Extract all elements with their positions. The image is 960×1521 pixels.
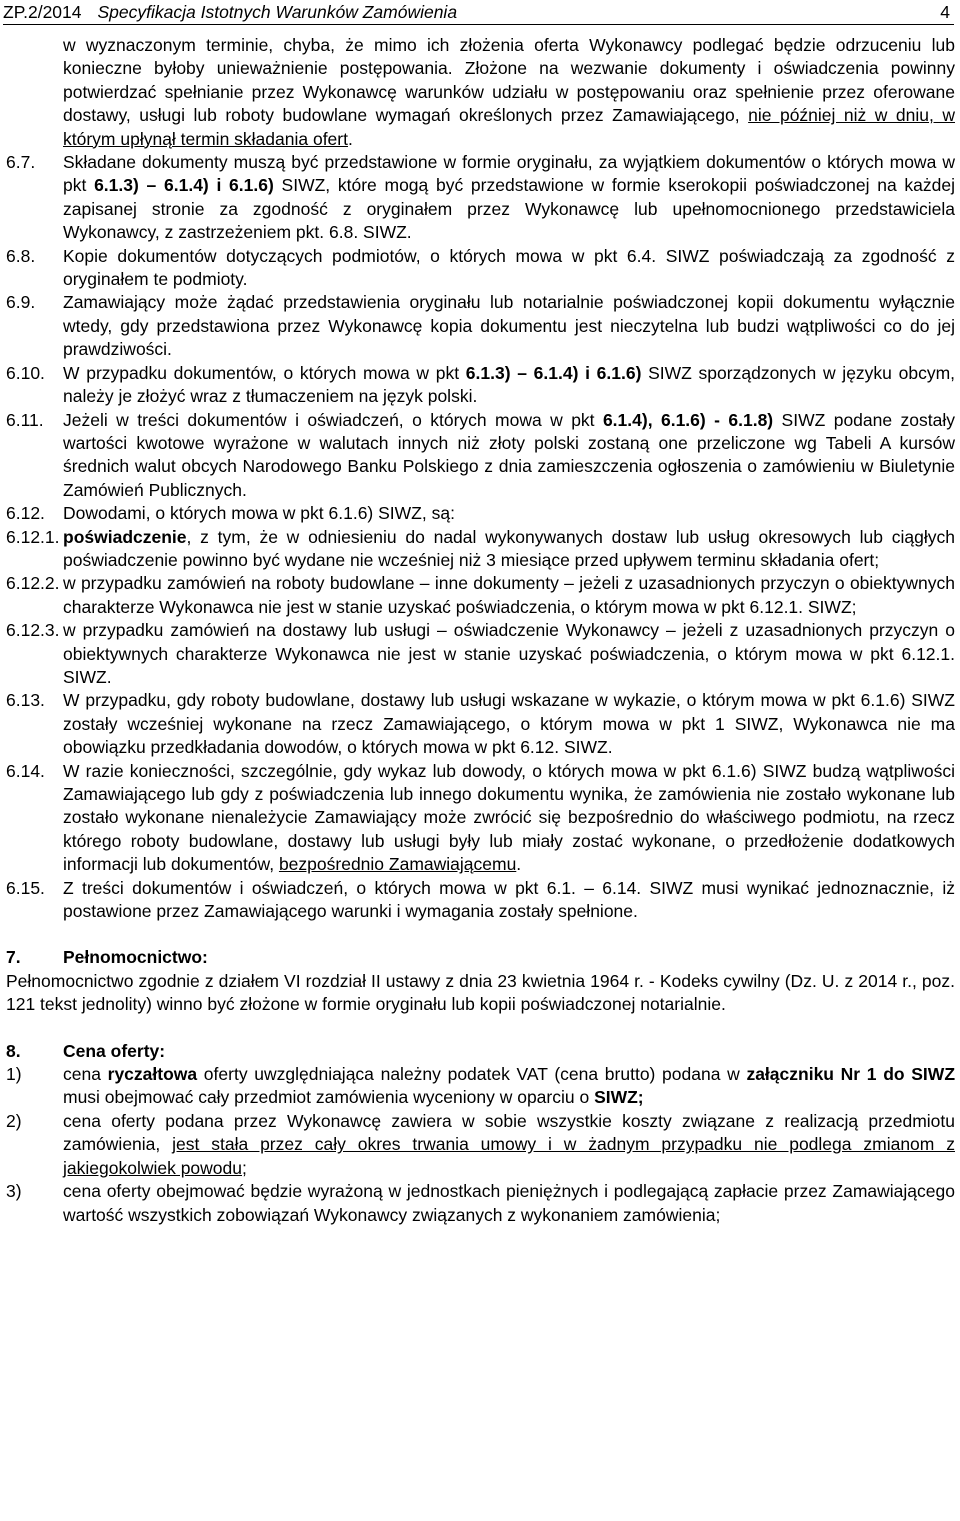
section-text: Dowodami, o których mowa w pkt 6.1.6) SIWZ, są: (63, 503, 455, 524)
bold-term: ryczałtowa (107, 1064, 198, 1085)
paragraph-continuation: w wyznaczonym terminie, chyba, że mimo ich złożenia oferta Wykonawcy podlegać będzie odrzuceniu lub konieczne byłoby unieważnienie postępowania. Złożone na wezwanie dokumenty i oświadczenia powinny potwierdzać spełnianie przez Wykonawcę warunków udziału w postępowaniu oraz spełnienie przez oferowane dostawy, usługi lub roboty budowlane wymagań określonych przez Zamawiającego, nie później niż w dniu, w którym upłynął termin składania ofert. (63, 35, 955, 149)
section-number: 6.15. (6, 877, 45, 898)
bold-term: poświadczenie (63, 526, 187, 547)
section-number: 6.7. (6, 152, 36, 173)
section-7-heading (6, 946, 955, 969)
section-text: Z treści dokumentów i oświadczeń, o których mowa w pkt 6.1. – 6.14. SIWZ musi wynikać jednoznacznie, iż postawione przez Zamawiającego warunki i wymagania zostały spełnione. (63, 877, 955, 922)
section-text: w przypadku zamówień na roboty budowlane – inne dokumenty – jeżeli z uzasadnionych przyczyn o obiektywnych charakterze Wykonawca nie jest w stanie uzyskać poświadczenia, o którym mowa w pkt 6.12.1. SIWZ; (63, 573, 955, 617)
section-6-11: 6.11. Jeżeli w treści dokumentów i oświadczeń, o których mowa w pkt 6.1.4), 6.1.6) - 6.1.8) SIWZ podane zostały wartości kwotowe wyrażone w walutach innych niż złoty polski zostaną one przeliczone wg Tabeli A kursów średnich walut obcych Narodowego Banku Polskiego z dnia zamieszczenia ogłoszenia o zamówieniu w Biuletynie Zamówień Publicznych. (6, 409, 955, 500)
section-7-text: Pełnomocnictwo zgodnie z działem VI rozdział II ustawy z dnia 23 kwietnia 1964 r. - Kodeks cywilny (Dz. U. z 2014 r., poz. 121 tekst jednolity) winno być złożone w formie oryginału lub kopii poświadczonej notarialnie. (6, 970, 955, 1015)
section-number: 6.12. (6, 503, 45, 524)
list-number: 1) (6, 1064, 22, 1085)
list-text: cena oferty obejmować będzie wyrażoną w jednostkach pieniężnych i podlegającą zapłacie przez Zamawiającego wartość wszystkich zobowiązań Wykonawcy związanych z wykonaniem zamówienia; (63, 1181, 955, 1225)
page-header (3, 2, 954, 25)
section-text: Kopie dokumentów dotyczących podmiotów, o których mowa w pkt 6.4. SIWZ poświadczają za zgodność z oryginałem te podmioty. (63, 245, 955, 290)
deadline-underlined-text: nie później niż w dniu, w którym upłynął termin składania ofert (63, 105, 955, 149)
section-number: 6.12.1. (6, 526, 60, 547)
header-document-title: Specyfikacja Istotnych Warunków Zamówienia (97, 2, 458, 22)
section-heading: Pełnomocnictwo: (63, 947, 208, 968)
price-item-3 (6, 1180, 955, 1227)
section-6-7: 6.7. Składane dokumenty muszą być przedstawione w formie oryginału, za wyjątkiem dokumentów o których mowa w pkt 6.1.3) – 6.1.4) i 6.1.6) SIWZ, które mogą być przedstawione w formie kserokopii poświadczonej na każdej zapisanej stronie za zgodność z oryginałem przez Wykonawcę lub upełnomocnionego przedstawiciela Wykonawcy, z zastrzeżeniem pkt. 6.8. SIWZ. (6, 152, 955, 243)
section-6-12 (6, 502, 955, 525)
list-number: 2) (6, 1110, 22, 1131)
section-number: 8. (6, 1040, 21, 1061)
document-body (6, 34, 955, 1227)
section-text: Zamawiający może żądać przedstawienia oryginału lub notarialnie poświadczonej kopii dokumentu wyłącznie wtedy, gdy przedstawiona przez Wykonawcę kopia dokumentu jest nieczytelna lub budzi wątpliwości co do jej prawdziwości. (63, 292, 955, 360)
price-item-2: 2) cena oferty podana przez Wykonawcę zawiera w sobie wszystkie koszty związane z realizacją przedmiotu zamówienia, jest stała przez cały okres trwania umowy i w żadnym przypadku nie podlega zmianom z jakiegokolwiek powodu; (6, 1110, 955, 1178)
section-heading: Cena oferty: (63, 1040, 166, 1061)
section-number: 7. (6, 947, 21, 968)
section-8-heading (6, 1040, 955, 1063)
section-number: 6.14. (6, 760, 45, 781)
section-text: W razie konieczności, szczególnie, gdy wykaz lub dowody, o których mowa w pkt 6.1.6) SIWZ budzą wątpliwości Zamawiającego lub gdy z poświadczenia lub innego dokumentu wynika, że zamówienia nie zostało wykonane lub zostało wykonane nienależycie Zamawiający może zwrócić się bezpośrednio do właściwego podmiotu, na rzecz którego roboty budowlane, dostawy lub usługi były lub miały zostać wykonane, o przedłożenie dodatkowych informacji lub dokumentów, (63, 760, 955, 875)
section-6-14: 6.14. W razie konieczności, szczególnie, gdy wykaz lub dowody, o których mowa w pkt 6.1.6) SIWZ budzą wątpliwości Zamawiającego lub gdy z poświadczenia lub innego dokumentu wynika, że zamówienia nie zostało wykonane lub zostało wykonane nienależycie Zamawiający może zwrócić się bezpośrednio do właściwego podmiotu, na rzecz którego roboty budowlane, dostawy lub usługi były lub miały zostać wykonane, o przedłożenie dodatkowych informacji lub dokumentów, bezpośrednio Zamawiającemu. (6, 760, 955, 875)
section-number: 6.10. (6, 362, 45, 383)
underlined-text: jest stała przez cały okres trwania umowy i w żadnym przypadku nie podlega zmianom z jakiegokolwiek powodu (63, 1134, 955, 1178)
section-text: Jeżeli w treści dokumentów i oświadczeń, o których mowa w pkt (63, 409, 603, 430)
section-text: Składane dokumenty muszą być przedstawione w formie oryginału, za wyjątkiem dokumentów o których mowa w pkt (63, 152, 955, 196)
section-6-12-2 (6, 572, 955, 619)
bold-reference: 6.1.3) – 6.1.4) i 6.1.6) (465, 362, 642, 383)
section-number: 6.11. (6, 409, 44, 430)
section-6-10: 6.10. W przypadku dokumentów, o których mowa w pkt 6.1.3) – 6.1.4) i 6.1.6) SIWZ sporządzonych w języku obcym, należy je złożyć wraz z tłumaczeniem na język polski. (6, 362, 956, 407)
page-number: 4 (940, 2, 950, 22)
section-number: 6.12.3. (6, 620, 60, 641)
section-number: 6.12.2. (6, 573, 60, 594)
header-reference: ZP.2/2014 (3, 2, 82, 22)
bold-attachment: załączniku Nr 1 do SIWZ (746, 1064, 956, 1085)
section-text: w przypadku zamówień na dostawy lub usługi – oświadczenie Wykonawcy – jeżeli z uzasadnionych przyczyn o obiektywnych charakterze Wykonawca nie jest w stanie uzyskać poświadczenia, o którym mowa w pkt 6.12.1. SIWZ. (63, 620, 955, 687)
section-6-13 (6, 689, 955, 759)
section-6-8 (6, 245, 955, 292)
bold-reference: 6.1.3) – 6.1.4) i 6.1.6) (94, 175, 274, 196)
section-6-9 (6, 291, 955, 361)
section-number: 6.13. (6, 690, 45, 711)
underlined-text: bezpośrednio Zamawiającemu (278, 854, 517, 875)
bold-siwz: SIWZ; (594, 1087, 644, 1108)
section-6-12-1 (6, 526, 955, 573)
section-number: 6.8. (6, 245, 36, 266)
section-6-12-3 (6, 619, 955, 689)
section-text: , z tym, że w odniesieniu do nadal wykonywanych dostaw lub usług okresowych lub ciągłych poświadczenie powinno być wydane nie wcześniej niż 3 miesiące przed upływem terminu składania ofert; (63, 526, 955, 570)
bold-reference: 6.1.4), 6.1.6) - 6.1.8) (602, 409, 774, 430)
list-number: 3) (6, 1181, 22, 1202)
section-number: 6.9. (6, 292, 36, 313)
price-item-1: 1) cena ryczałtowa oferty uwzględniająca należny podatek VAT (cena brutto) podana w załączniku Nr 1 do SIWZ musi obejmować cały przedmiot zamówienia wyceniony w oparciu o SIWZ; (6, 1064, 956, 1108)
paragraph-text: w wyznaczonym terminie, chyba, że mimo ich złożenia oferta Wykonawcy podlegać będzie odrzuceniu lub konieczne byłoby unieważnienie postępowania. Złożone na wezwanie dokumenty i oświadczenia powinny potwierdzać spełnianie przez Wykonawcę warunków udziału w postępowaniu oraz spełnienie przez oferowane dostawy, usługi lub roboty budowlane wymagań określonych przez Zamawiającego, (63, 35, 955, 126)
section-text: W przypadku, gdy roboty budowlane, dostawy lub usługi wskazane w wykazie, o którym mowa w pkt 6.1.6) SIWZ zostały wcześniej wykonane na rzecz Zamawiającego, o którym mowa w pkt 1 SIWZ, Wykonawca nie ma obowiązku przedkładania dowodów, o których mowa w pkt 6.12. SIWZ. (63, 690, 955, 758)
section-text: W przypadku dokumentów, o których mowa w pkt (63, 362, 466, 383)
section-6-15 (6, 877, 955, 924)
